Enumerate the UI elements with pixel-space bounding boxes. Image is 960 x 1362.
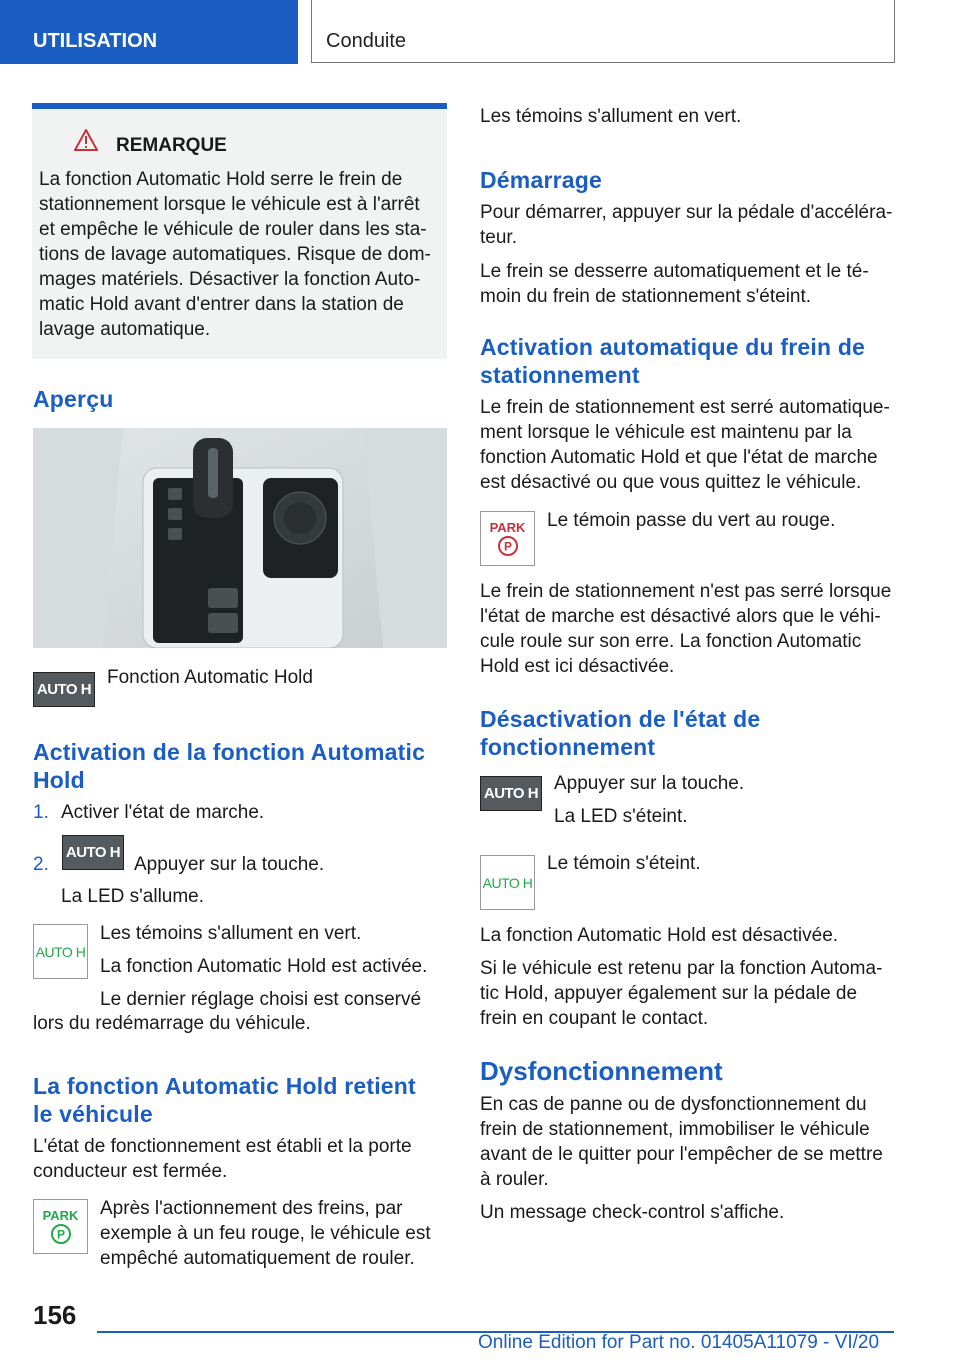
step-number: 1. (33, 802, 49, 823)
text-temoins-vert: Les témoins s'allument en vert. (100, 923, 362, 944)
note-title: REMARQUE (116, 135, 227, 156)
text-checkcontrol: Un message check-control s'affiche. (480, 1202, 785, 1223)
step-led: La LED s'allume. (61, 886, 205, 907)
text-temoin-eteint: Le témoin s'éteint. (547, 853, 701, 874)
auto-h-green-indicator-icon: AUTO H (33, 924, 88, 979)
park-red-indicator-icon: PARK P (480, 511, 535, 566)
text-conserve: Le dernier réglage choisi est conservé (100, 989, 422, 1010)
heading-auto-activation: Activation automatique du frein de stationnement (480, 334, 866, 388)
note-line: et empêche le véhicule de rouler dans les sta- (39, 219, 427, 240)
chapter-title: Conduite (311, 0, 895, 63)
text-temoins-vert-right: Les témoins s'allument en vert. (480, 106, 742, 127)
text-retenu: Si le véhicule est retenu par la fonction Automa- tic Hold, appuyer également sur la pédale de frein en coupant le contact. (480, 958, 883, 1029)
heading-apercu: Aperçu (33, 386, 114, 412)
footer-edition: Online Edition for Part no. 01405A11079 - VI/20 (478, 1332, 880, 1353)
text-frein: Le frein se desserre automatiquement et le té- moin du frein de stationnement s'éteint. (480, 261, 869, 307)
note-line: La fonction Automatic Hold serre le frein de (39, 169, 403, 190)
auto-h-button-icon: AUTO H (480, 776, 542, 811)
text-led-eteint: La LED s'éteint. (554, 806, 688, 827)
heading-dysfonctionnement: Dysfonctionnement (480, 1056, 723, 1086)
text-demarrage: Pour démarrer, appuyer sur la pédale d'accéléra- teur. (480, 202, 893, 248)
center-console-photo (33, 428, 447, 648)
step-text: Appuyer sur la touche. (134, 854, 325, 875)
text-appuyer: Appuyer sur la touche. (554, 773, 745, 794)
heading-demarrage: Démarrage (480, 167, 602, 193)
note-line: lavage automatique. (39, 319, 211, 340)
note-line: stationnement lorsque le véhicule est à l'arrêt (39, 194, 420, 215)
note-line: mages matériels. Désactiver la fonction Auto- (39, 269, 421, 290)
text-retient: L'état de fonctionnement est établi et la porte conducteur est fermée. (33, 1136, 412, 1182)
warning-note (32, 103, 447, 359)
step-text: Activer l'état de marche. (61, 802, 265, 823)
auto-h-button-icon: AUTO H (33, 672, 95, 707)
heading-activation: Activation de la fonction Automatic Hold (33, 739, 426, 793)
note-line: tions de lavage automatiques. Risque de dom- (39, 244, 431, 265)
text-apres: Après l'actionnement des freins, par exemple à un feu rouge, le véhicule est empêché automatiquement de rouler. (100, 1198, 431, 1269)
heading-retient: La fonction Automatic Hold retient le véhicule (33, 1073, 416, 1127)
text-passe-rouge: Le témoin passe du vert au rouge. (547, 510, 836, 531)
note-line: matic Hold avant d'entrer dans la station de (39, 294, 404, 315)
text-conserve2: lors du redémarrage du véhicule. (33, 1013, 311, 1034)
text-desactivee: La fonction Automatic Hold est désactivée. (480, 925, 839, 946)
photo-caption: Fonction Automatic Hold (107, 667, 313, 688)
text-activee: La fonction Automatic Hold est activée. (100, 956, 428, 977)
auto-h-button-icon: AUTO H (62, 835, 124, 870)
svg-text:P: P (503, 539, 512, 553)
park-green-indicator-icon: PARK P (33, 1199, 88, 1254)
page-number: 156 (33, 1300, 77, 1330)
text-dysfonctionnement: En cas de panne ou de dysfonctionnement du frein de stationnement, immobiliser le véhicule avant de le quitter pour l'empêcher de se mettre à rouler. (480, 1094, 883, 1190)
heading-desactivation: Désactivation de l'état de fonctionnement (480, 706, 761, 760)
svg-text:P: P (56, 1227, 65, 1241)
warning-triangle-icon (74, 129, 98, 151)
text-auto-activation: Le frein de stationnement est serré automatique- ment lorsque le véhicule est maintenu par la fonction Automatic Hold et que l'état de marche est désactivé ou que vous quittez le véhicule. (480, 397, 890, 493)
auto-h-green-indicator-icon: AUTO H (480, 855, 535, 910)
section-tab: UTILISATION (0, 0, 298, 64)
step-number: 2. (33, 854, 49, 875)
text-pas-serre: Le frein de stationnement n'est pas serré lorsque l'état de marche est désactivé alors que le véhi- cule roule sur son erre. La fonction Automatic Hold est ici désactivée. (480, 581, 892, 677)
